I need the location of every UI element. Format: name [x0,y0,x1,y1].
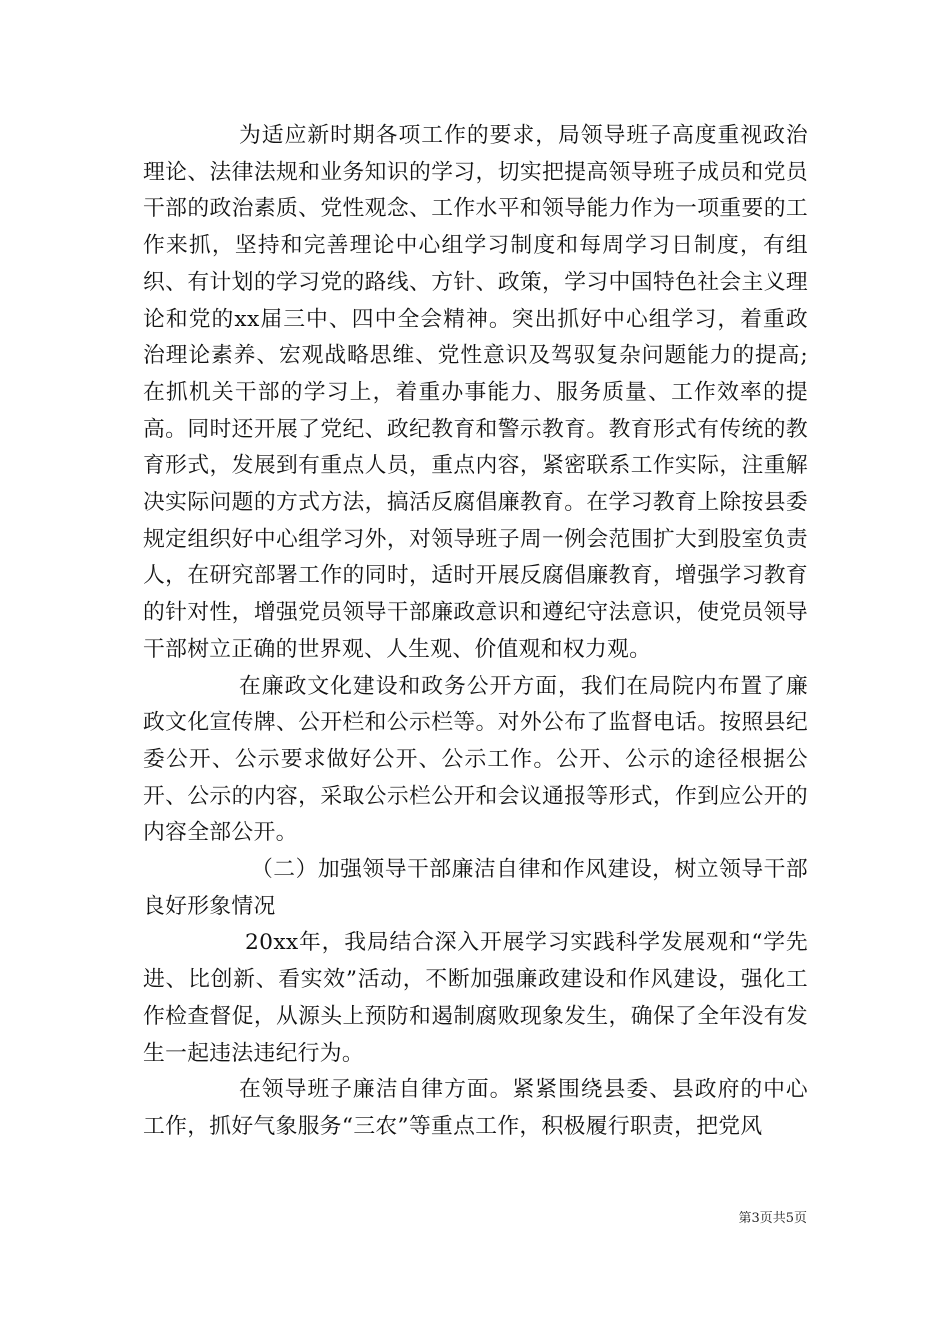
page-number: 第3页共5页 [738,1211,807,1226]
section-heading: （二）加强领导干部廉洁自律和作风建设，树立领导干部良好形象情况 [143,857,808,919]
paragraph-year: 20xx年，我局结合深入开展学习实践科学发展观和“学先进、比创新、看实效”活动，不断加强廉政建设和作风建设，强化工作检查督促，从源头上预防和遏制腐败现象发生，确保了全年没有发生一起违法违纪行为。 [143,930,808,1066]
paragraph-leadership: 在领导班子廉洁自律方面。紧紧围绕县委、县政府的中心工作，抓好气象服务“三农”等重点工作，积极履行职责，把党风 [143,1077,808,1139]
paragraph-culture: 在廉政文化建设和政务公开方面，我们在局院内布置了廉政文化宣传牌、公开栏和公示栏等。对外公布了监督电话。按照县纪委公开、公示要求做好公开、公示工作。公开、公示的途径根据公开、公示的内容，采取公示栏公开和会议通报等形式，作到应公开的内容全部公开。 [143,673,808,846]
document-body [143,118,808,1146]
paragraph-study: 为适应新时期各项工作的要求，局领导班子高度重视政治理论、法律法规和业务知识的学习，切实把提高领导班子成员和党员干部的政治素质、党性观念、工作水平和领导能力作为一项重要的工作来抓，坚持和完善理论中心组学习制度和每周学习日制度，有组织、有计划的学习党的路线、方针、政策，学习中国特色社会主义理论和党的xx届三中、四中全会精神。突出抓好中心组学习，着重政治理论素养、宏观战略思维、党性意识及驾驭复杂问题能力的提高;在抓机关干部的学习上，着重办事能力、服务质量、工作效率的提高。同时还开展了党纪、政纪教育和警示教育。教育形式有传统的教育形式，发展到有重点人员，重点内容，紧密联系工作实际，注重解决实际问题的方式方法，搞活反腐倡廉教育。在学习教育上除按县委规定组织好中心组学习外，对领导班子周一例会范围扩大到股室负责人，在研究部署工作的同时，适时开展反腐倡廉教育，增强学习教育的针对性，增强党员领导干部廉政意识和遵纪守法意识，使党员领导干部树立正确的世界观、人生观、价值观和权力观。 [143,123,808,662]
